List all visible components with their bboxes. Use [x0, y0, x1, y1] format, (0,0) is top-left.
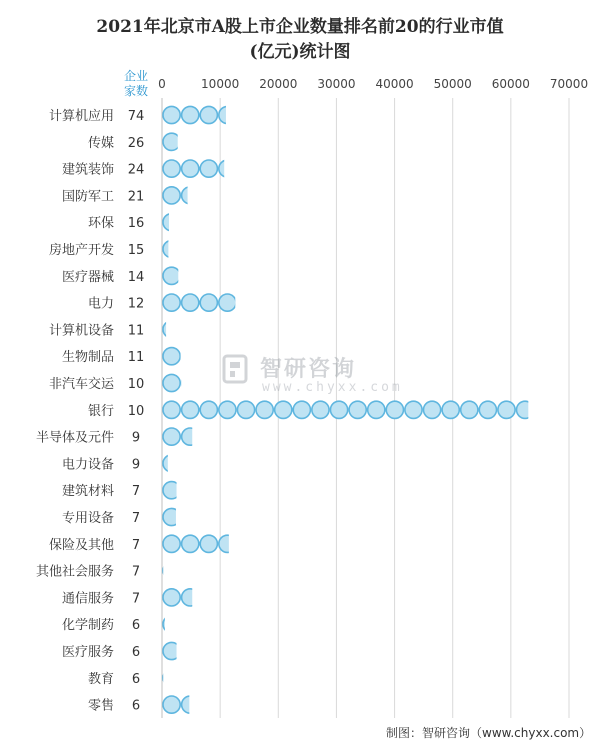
x-tick-label: 20000 [259, 77, 298, 91]
bubble-mark [237, 160, 254, 177]
count-label: 10 [127, 377, 145, 392]
category-label: 生物制品 [61, 350, 114, 366]
bubble-mark [200, 187, 217, 204]
bubble-mark [163, 294, 180, 311]
bubble-mark [200, 160, 217, 177]
bubble-bar [163, 455, 199, 472]
category-label: 建筑装饰 [61, 162, 114, 178]
bubble-bar [163, 562, 199, 579]
bubble-mark [256, 401, 273, 418]
bubble-mark [461, 401, 478, 418]
bubble-mark [182, 374, 199, 391]
footer-source: 制图：智研咨询（www.chyxx.com） [386, 726, 592, 740]
bubble-mark [219, 294, 236, 311]
bubble-mark [349, 401, 366, 418]
bubble-bar [163, 374, 217, 391]
bubble-mark [182, 535, 199, 552]
bubble-mark [200, 428, 217, 445]
bubble-mark [312, 401, 329, 418]
bubble-bar [163, 535, 255, 552]
bubble-mark [182, 294, 199, 311]
bubble-mark [182, 482, 199, 499]
category-labels [36, 108, 115, 714]
category-label: 医疗服务 [61, 645, 114, 660]
bubble-mark [182, 508, 199, 525]
bubble-mark [182, 428, 199, 445]
bubble-mark [219, 160, 236, 177]
bubble-mark [163, 482, 180, 499]
category-label: 电力设备 [61, 457, 114, 473]
chart-title-line2: (亿元)统计图 [249, 42, 351, 62]
bubble-mark [163, 133, 180, 150]
bubble-mark [163, 267, 180, 284]
category-label: 医疗器械 [61, 269, 114, 285]
count-label: 9 [131, 430, 141, 446]
bubble-mark [182, 348, 199, 365]
bubble-mark [498, 401, 515, 418]
bubble-bar [163, 348, 199, 365]
category-label: 半导体及元件 [35, 430, 114, 446]
bubble-mark [163, 455, 180, 472]
category-label: 房地产开发 [48, 243, 114, 258]
bubble-mark [442, 401, 459, 418]
category-label: 银行 [87, 403, 114, 419]
bubble-mark [237, 535, 254, 552]
bubble-bar [163, 294, 255, 311]
x-tick-label: 70000 [549, 77, 589, 91]
x-tick-label: 30000 [317, 77, 356, 91]
watermark-name: 智研咨询 [260, 357, 357, 382]
x-tick-labels [158, 77, 588, 91]
bubble-mark [219, 401, 236, 418]
bubble-mark [200, 535, 217, 552]
watermark [222, 352, 403, 400]
category-label: 建筑材料 [61, 484, 114, 500]
count-header-line1: 企业 [123, 69, 149, 83]
bubble-mark [386, 401, 403, 418]
bubble-bar [163, 106, 255, 123]
category-label: 其他社会服务 [35, 564, 114, 580]
bubble-mark [163, 401, 180, 418]
bubble-bar [163, 401, 552, 418]
bubble-bar [163, 267, 199, 284]
bubble-mark [535, 401, 552, 418]
chart-title-line1: 2021年北京市A股上市企业数量排名前20的行业市值 [96, 17, 504, 37]
bubble-mark [200, 374, 217, 391]
count-labels [128, 109, 145, 714]
category-label: 环保 [87, 216, 114, 232]
bubble-mark [182, 696, 199, 713]
count-label: 6 [131, 671, 141, 687]
count-label: 9 [131, 457, 141, 473]
bubble-mark [182, 562, 199, 579]
bubble-mark [182, 267, 199, 284]
bubble-mark [200, 401, 217, 418]
bubble-mark [182, 321, 199, 338]
bubble-mark [182, 616, 199, 633]
bubble-mark [182, 240, 199, 257]
x-tick-label: 60000 [491, 77, 530, 91]
bubble-bar [163, 589, 217, 606]
bubble-mark [182, 589, 199, 606]
bubble-mark [200, 106, 217, 123]
count-label: 21 [127, 189, 145, 205]
bubble-mark [182, 133, 199, 150]
bubble-mark [368, 401, 385, 418]
bubble-mark [182, 214, 199, 231]
count-label: 6 [131, 645, 141, 660]
count-label: 16 [127, 216, 145, 232]
category-label: 化学制药 [61, 618, 114, 634]
bubble-mark [163, 374, 180, 391]
count-label: 7 [131, 591, 141, 607]
category-label: 计算机设备 [48, 323, 114, 339]
bubble-mark [237, 294, 254, 311]
bubble-mark [163, 187, 180, 204]
category-label: 通信服务 [61, 591, 114, 607]
bubble-mark [330, 401, 347, 418]
count-header-line2: 家数 [123, 84, 149, 98]
bubble-bar [163, 187, 217, 204]
bubble-mark [200, 589, 217, 606]
count-label: 24 [127, 162, 145, 178]
bubble-mark [237, 401, 254, 418]
count-label: 6 [131, 698, 141, 714]
bubble-bar [163, 214, 199, 231]
bubble-mark [163, 160, 180, 177]
count-header [124, 68, 148, 98]
count-label: 7 [131, 537, 141, 553]
count-label: 14 [127, 269, 145, 285]
bubble-bar [163, 508, 199, 525]
count-label: 11 [127, 323, 145, 339]
count-label: 15 [127, 243, 145, 258]
bubble-mark [182, 642, 199, 659]
bubble-mark [163, 428, 180, 445]
bubble-bar [163, 642, 199, 659]
bubble-mark [163, 321, 180, 338]
bubble-mark [163, 240, 180, 257]
bubble-mark [163, 508, 180, 525]
count-label: 7 [131, 564, 141, 580]
category-label: 零售 [87, 698, 114, 714]
watermark-logo-icon [222, 354, 248, 384]
category-label: 传媒 [87, 135, 114, 151]
bubble-bar [163, 428, 217, 445]
bubble-mark [163, 616, 180, 633]
bubble-bar [163, 696, 217, 713]
bubble-mark [163, 562, 180, 579]
category-label: 计算机应用 [48, 109, 114, 124]
bubble-mark [163, 348, 180, 365]
x-tick-label: 50000 [433, 77, 472, 91]
bubble-bar [163, 240, 199, 257]
bubble-bar [163, 482, 199, 499]
bubble-mark [293, 401, 310, 418]
bubble-mark [517, 401, 534, 418]
bubble-mark [182, 455, 199, 472]
count-label: 10 [127, 403, 145, 419]
category-label: 教育 [87, 671, 114, 687]
bubble-mark [163, 669, 180, 686]
bubble-mark [405, 401, 422, 418]
bubble-mark [163, 214, 180, 231]
count-label: 11 [127, 350, 145, 366]
x-tick-label: 40000 [375, 77, 414, 91]
count-label: 26 [127, 135, 145, 151]
bubble-mark [200, 294, 217, 311]
count-label: 74 [127, 109, 145, 124]
bubble-mark [275, 401, 292, 418]
bubble-mark [163, 106, 180, 123]
bubble-mark [163, 696, 180, 713]
bubble-bar [163, 669, 199, 686]
bubble-mark [423, 401, 440, 418]
bubble-mark [163, 535, 180, 552]
count-label: 6 [131, 618, 141, 634]
bubble-mark [237, 106, 254, 123]
x-tick-label: 10000 [201, 77, 240, 91]
bubble-bar [163, 160, 255, 177]
count-label: 7 [131, 511, 141, 526]
bubble-mark [219, 535, 236, 552]
bubble-mark [182, 187, 199, 204]
bubble-mark [182, 669, 199, 686]
bubble-bars [163, 106, 552, 713]
category-label: 专用设备 [61, 511, 114, 526]
bubble-mark [479, 401, 496, 418]
category-label: 国防军工 [61, 189, 114, 205]
bubble-mark [219, 106, 236, 123]
bubble-mark [163, 589, 180, 606]
bubble-mark [200, 696, 217, 713]
bubble-bar [163, 321, 199, 338]
count-label: 7 [131, 484, 141, 500]
count-label: 12 [127, 296, 145, 312]
category-label: 非汽车交运 [48, 377, 114, 392]
bubble-mark [182, 106, 199, 123]
category-label: 电力 [87, 296, 114, 312]
category-label: 保险及其他 [48, 537, 114, 553]
bubble-bar [163, 133, 199, 150]
bubble-bar [163, 616, 199, 633]
x-tick-label: 0 [158, 77, 166, 91]
watermark-url: www.chyxx.com [262, 380, 403, 395]
bubble-mark [182, 160, 199, 177]
bubble-mark [182, 401, 199, 418]
bubble-mark [163, 642, 180, 659]
